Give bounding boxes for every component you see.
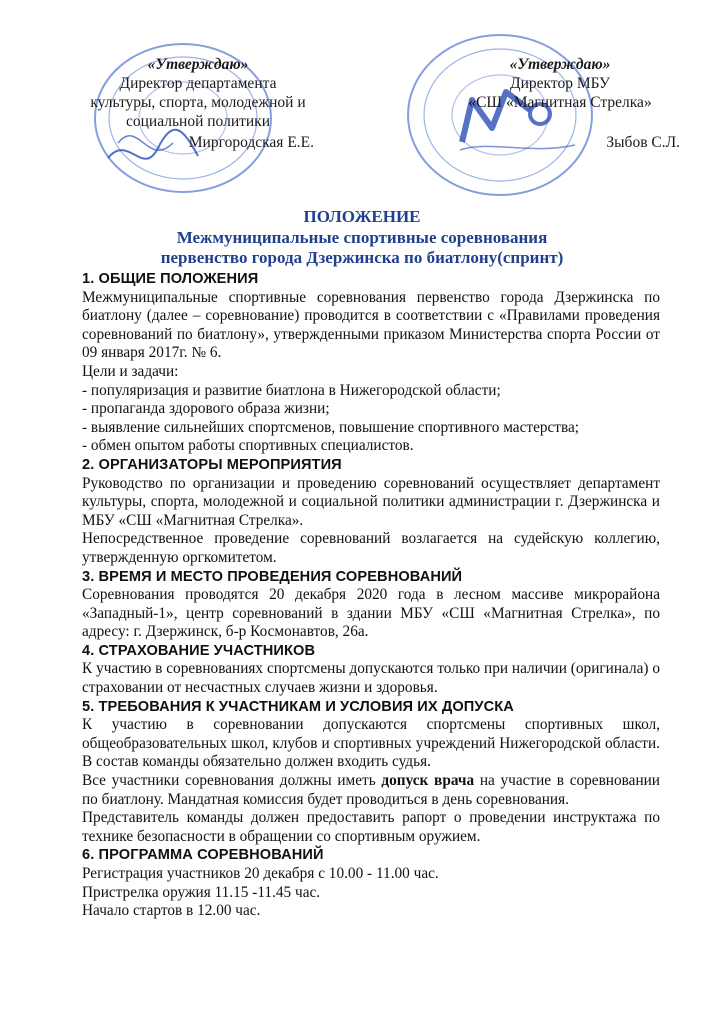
section-heading-3: 3. ВРЕМЯ И МЕСТО ПРОВЕДЕНИЯ СОРЕВНОВАНИЙ <box>82 568 463 585</box>
section-4-paragraph: К участию в соревнованиях спортсмены допускаются только при наличии (оригинала) о страховании от несчастных случаев жизни и здоровья. <box>82 660 660 697</box>
approval-block-right <box>440 55 680 152</box>
document-subtitle-2: первенство города Дзержинска по биатлону(спринт) <box>160 248 564 267</box>
section-3-paragraph: Соревнования проводятся 20 декабря 2020 года в лесном массиве микрорайона «Западный-1», центр соревнований в здании МБУ «СШ «Магнитная Стрелка», по адресу: г. Дзержинск, б-р Космонавтов, 26а. <box>82 586 660 641</box>
goal-item: - выявление сильнейших спортсменов, повышение спортивного мастерства; <box>82 418 580 436</box>
program-item: Пристрелка оружия 11.15 -11.45 час. <box>82 883 321 901</box>
approval-position-line2: «СШ «Магнитная Стрелка» <box>468 94 652 111</box>
approval-position-line1: Директор МБУ <box>510 75 610 92</box>
document-subtitle-1: Межмуниципальные спортивные соревнования <box>176 228 548 247</box>
approval-position-line1: Директор департамента <box>119 75 277 92</box>
approval-position-line2: культуры, спорта, молодежной и <box>90 94 306 111</box>
goal-item: - популяризация и развитие биатлона в Нижегородской области; <box>82 381 501 399</box>
approval-signer-right: Зыбов С.Л. <box>606 134 680 151</box>
section-heading-6: 6. ПРОГРАММА СОРЕВНОВАНИЙ <box>82 847 324 864</box>
text-run: на участие в соревновании по биатлону. Мандатная комиссия будет проводиться в день соревнования. <box>82 772 660 808</box>
approval-signer-left: Миргородская Е.Е. <box>188 134 314 151</box>
program-item: Начало стартов в 12.00 час. <box>82 902 261 920</box>
section-1-paragraph: Межмуниципальные спортивные соревнования первенство города Дзержинска по биатлону (далее – соревнование) проводится в соответствии с «Правилами проведения соревнований по биатлону», утвержденными приказом Министерства спорта России от 09 января 2017г. № 6. <box>82 288 660 362</box>
section-5-paragraph-1: К участию в соревновании допускаются спортсмены спортивных школ, общеобразовательных школ, клубов и спортивных учреждений Нижегородской области. В состав команды обязательно должен входить судья. <box>82 716 660 771</box>
section-5-paragraph-3: Представитель команды должен предоставить рапорт о проведении инструктажа по технике безопасности в обращении со спортивным оружием. <box>82 809 660 845</box>
approval-title-left: «Утверждаю» <box>147 56 249 73</box>
section-heading-2: 2. ОРГАНИЗАТОРЫ МЕРОПРИЯТИЯ <box>82 456 342 473</box>
section-5-paragraph-2 <box>82 772 660 809</box>
document-title: ПОЛОЖЕНИЕ <box>303 207 421 226</box>
section-heading-1: 1. ОБЩИЕ ПОЛОЖЕНИЯ <box>82 271 259 287</box>
goal-item: - пропаганда здорового образа жизни; <box>82 400 330 418</box>
goals-label: Цели и задачи: <box>82 362 179 380</box>
approval-title-right: «Утверждаю» <box>509 56 611 73</box>
section-2-paragraph-1: Руководство по организации и проведению соревнований осуществляет департамент культуры, спорта, молодежной и социальной политики администрации г. Дзержинска и МБУ «СШ «Магнитная Стрелка». <box>82 474 660 529</box>
doctor-clearance-emphasis: допуск врача <box>381 772 475 790</box>
program-item: Регистрация участников 20 декабря с 10.00 - 11.00 час. <box>82 865 439 882</box>
approval-position-line3: социальной политики <box>125 113 271 130</box>
approval-block-left <box>58 55 338 152</box>
goal-item: - обмен опытом работы спортивных специалистов. <box>82 437 414 455</box>
section-2-paragraph-2: Непосредственное проведение соревнований возлагается на судейскую коллегию, утвержденную оргкомитетом. <box>82 530 660 566</box>
section-heading-5: 5. ТРЕБОВАНИЯ К УЧАСТНИКАМ И УСЛОВИЯ ИХ ДОПУСКА <box>82 698 514 715</box>
section-heading-4: 4. СТРАХОВАНИЕ УЧАСТНИКОВ <box>82 642 316 659</box>
text-run: Все участники соревнования должны иметь <box>82 772 382 790</box>
document-body <box>82 270 660 921</box>
